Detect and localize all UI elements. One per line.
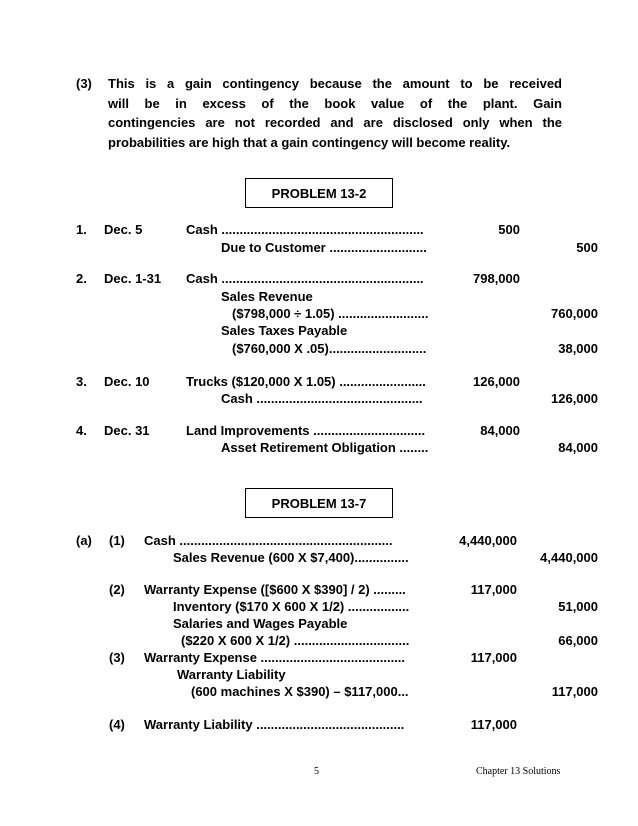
credit-account: Cash .............................................. [221,391,423,406]
credit-account-detail: (600 machines X $390) – $117,000... [191,684,409,699]
debit-account: Trucks ($120,000 X 1.05) ........................ [186,374,426,389]
problem-13-7-heading: PROBLEM 13-7 [271,495,367,511]
credit-account: Due to Customer ........................... [221,240,427,255]
entry-number: 4. [76,423,87,438]
debit-amount: 117,000 [470,582,517,597]
debit-account: Warranty Liability ......................................... [144,717,405,732]
gain-contingency-paragraph [108,74,562,152]
problem-13-7-heading-box [245,488,393,518]
entry-number: 3. [76,374,87,389]
debit-account: Warranty Expense ........................................ [144,650,406,665]
paragraph-line: probabilities are high that a gain contingency will become reality. [108,134,511,150]
part-label: (a) [76,533,92,548]
debit-amount: 117,000 [470,650,517,665]
entry-number: (3) [109,650,125,665]
chapter-footer: Chapter 13 Solutions [476,766,561,777]
entry-date: Dec. 10 [104,374,150,389]
debit-account: Land Improvements ............................... [186,423,426,438]
debit-amount: 117,000 [470,717,517,732]
debit-account: Cash ........................................................... [144,533,393,548]
entry-date: Dec. 31 [104,423,150,438]
credit-account-detail: ($798,000 ÷ 1.05) ......................... [232,306,429,321]
credit-account: Salaries and Wages Payable [173,616,348,631]
entry-number: (2) [109,582,125,597]
credit-account-detail: ($220 X 600 X 1/2) ................................ [181,633,410,648]
credit-amount: 117,000 [551,684,598,699]
debit-amount: 84,000 [480,423,520,438]
debit-amount: 798,000 [473,271,520,286]
credit-account: Sales Revenue [221,289,313,304]
credit-amount: 51,000 [558,599,598,614]
credit-account: Warranty Liability [177,667,286,682]
paragraph-line: contingencies are not recorded and are disclosed only when the [108,115,562,130]
credit-account: Sales Taxes Payable [221,323,348,338]
credit-amount: 38,000 [558,341,598,356]
debit-account: Cash ........................................................ [186,271,424,286]
page-number: 5 [314,766,319,777]
credit-amount: 760,000 [551,306,598,321]
credit-account-detail: ($760,000 X .05)........................... [232,341,427,356]
entry-date: Dec. 5 [104,222,143,237]
entry-number: (1) [109,533,125,548]
credit-account: Sales Revenue (600 X $7,400)............... [173,550,409,565]
debit-account: Cash ........................................................ [186,222,424,237]
entry-number: 2. [76,271,87,286]
paragraph-line: This is a gain contingency because the amount to be received [108,76,562,91]
entry-number: 1. [76,222,87,237]
credit-account: Asset Retirement Obligation ........ [221,440,429,455]
entry-date: Dec. 1-31 [104,271,162,286]
problem-13-2-heading-box [245,178,393,208]
credit-amount: 126,000 [551,391,598,406]
credit-amount: 84,000 [558,440,598,455]
credit-amount: 66,000 [558,633,598,648]
credit-account: Inventory ($170 X 600 X 1/2) ................. [173,599,410,614]
problem-13-2-heading: PROBLEM 13-2 [271,185,367,201]
debit-amount: 4,440,000 [459,533,517,548]
credit-amount: 4,440,000 [540,550,598,565]
entry-number: (4) [109,717,125,732]
credit-amount: 500 [576,240,598,255]
debit-amount: 126,000 [473,374,520,389]
part-label: (3) [76,76,92,91]
paragraph-line: will be in excess of the book value of the plant. Gain [108,95,562,111]
debit-account: Warranty Expense ([$600 X $390] / 2) ......... [144,582,406,597]
debit-amount: 500 [498,222,520,237]
